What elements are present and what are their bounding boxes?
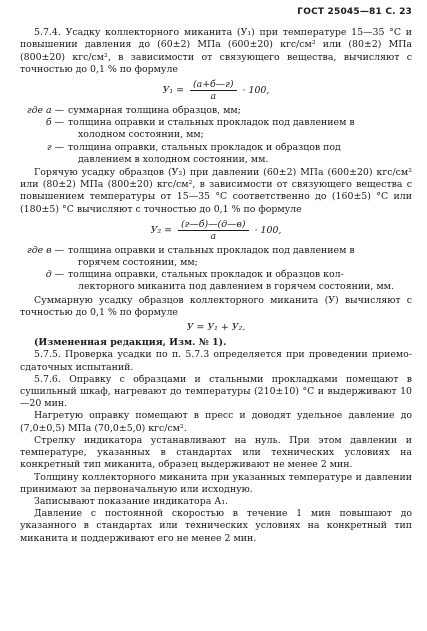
paragraph-initial-thickness: Толщину коллекторного миканита при указанных температуре и давлении принимают за первоначальную или исходную.	[20, 471, 412, 495]
formula2-numerator: (г—б)—(д—в)	[178, 219, 249, 231]
definition-text	[68, 245, 412, 269]
paragraph-hot-shrinkage: Горячую усадку образцов (У₂) при давлении (60±2) МПа (600±20) кгс/см² или (80±2) МПа (800±20) кгс/см², в зависимости от связующего вещества с повышением температуры от 15—35 °С соответственно до (160±5) °С или (180±5) °С вычисляют с точностью до 0,1 % по формуле	[20, 167, 412, 215]
definition-item	[20, 117, 412, 141]
paragraph-pressure-increase: Давление с постоянной скоростью в течение 1 мин повышают до указанного в стандартах или технических условиях на конкретный тип миканита и поддерживают его не менее 2 мин.	[20, 508, 412, 544]
definition-item	[20, 105, 412, 117]
definition-text-line: толщина оправки, стальных прокладок и образцов под	[68, 141, 341, 153]
paragraph-total-shrinkage: Суммарную усадку образцов коллекторного миканита (У) вычисляют с точностью до 0,1 % по формуле	[20, 294, 412, 318]
definition-text-continuation: горячем состоянии, мм;	[78, 257, 198, 269]
definition-key: д —	[45, 269, 64, 281]
formula2-denominator: a	[210, 230, 217, 242]
definition-text-continuation: лекторного миканита под давлением в горячем состоянии, мм.	[78, 281, 394, 293]
definition-text-continuation: давлением в холодном состоянии, мм.	[78, 153, 269, 165]
paragraph-5-7-4: 5.7.4. Усадку коллекторного миканита (У₁) при температуре 15—35 °С и повышении давления до (60±2) МПа (600±20) кгс/см² или (80±2) МПа (800±20) кгс/см², в зависимости от связующего вещества, вычисляют с точностью до 0,1 % по формуле	[20, 27, 412, 75]
document-page	[20, 6, 412, 626]
edition-note: (Измененная редакция, Изм. № 1).	[34, 337, 227, 349]
definition-text	[68, 117, 412, 141]
paragraph-heated-mandrel: Нагретую оправку помещают в пресс и доводят удельное давление до (7,0±0,5) МПа (70,0±5,0) кгс/см².	[20, 410, 412, 434]
formula1-fraction	[190, 79, 237, 102]
definition-text-line: толщина оправки и стальных прокладок под давлением в	[68, 244, 355, 256]
paragraph-indicator-zero: Стрелку индикатора устанавливают на нуль. При этом давлении и температуре, указанных в стандартах или технических условиях на конкретный тип миканита, образец выдерживают не менее 2 мин.	[20, 434, 412, 471]
definition-item	[20, 142, 412, 166]
definition-text-line: толщина оправки, стальных прокладок и образцов кол-	[68, 269, 344, 281]
definition-key: где а —	[26, 105, 64, 117]
definition-text-line: толщина оправки и стальных прокладок под давлением в	[68, 117, 355, 129]
definition-text: суммарная толщина образцов, мм;	[68, 105, 241, 117]
paragraph-5-7-6: 5.7.6. Оправку с образцами и стальными прокладками помещают в сушильный шкаф, нагревают до температуры (210±10) °С и выдерживают 10—20 мин.	[20, 373, 412, 410]
formula2-fraction	[178, 219, 249, 242]
definition-item	[20, 269, 412, 293]
definition-key: г —	[46, 141, 64, 153]
formula-total: У = У₁ + У₂.	[186, 322, 246, 334]
definitions-list-1	[20, 105, 412, 166]
definition-text	[68, 142, 412, 166]
definitions-list-2	[20, 245, 412, 294]
paragraph-5-7-5: 5.7.5. Проверка усадки по п. 5.7.3 определяется при проведении приемо-сдаточных испытаний.	[20, 349, 412, 373]
formula-shrinkage-cold	[20, 79, 412, 102]
paragraph-record-reading: Записывают показание индикатора А₁.	[34, 495, 229, 507]
formula2-rhs: · 100,	[254, 224, 282, 236]
page-header: ГОСТ 25045—81 С. 23	[297, 7, 412, 17]
formula2-lhs: У₂ =	[150, 224, 172, 236]
formula1-numerator: (a+б—г)	[190, 79, 237, 91]
formula1-rhs: · 100,	[242, 85, 270, 97]
definition-text-continuation: холодном состоянии, мм;	[78, 129, 204, 141]
definition-text	[68, 269, 412, 293]
definition-item	[20, 245, 412, 269]
formula1-lhs: У₁ =	[162, 85, 184, 97]
formula-shrinkage-hot	[20, 219, 412, 242]
definition-key: б —	[45, 117, 64, 129]
definition-key: где в —	[26, 244, 64, 256]
formula1-denominator: a	[210, 91, 217, 103]
